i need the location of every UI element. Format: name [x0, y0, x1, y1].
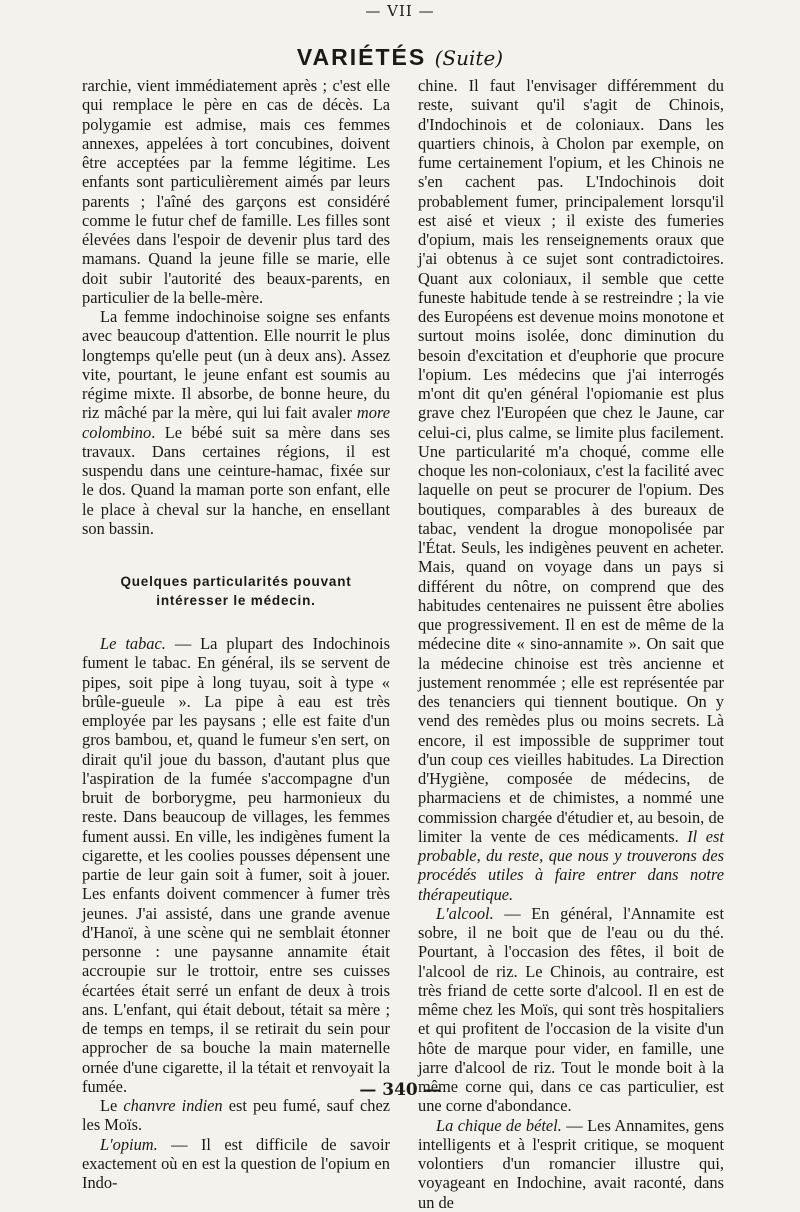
alcool-text: — En général, l'Annamite est sobre, il ne boit que de l'eau ou du thé. Pourtant, à l'occasion des fêtes, il boit de l'alcool de riz. Le Chinois, au contraire, est très friand de cette sorte d'alcool. Il en est de même chez les Moïs, qui sont très hospitaliers et qui profitent de l'occasion de la visite d'un hôte de marque pour vider, en famille, une jarre d'alcool de riz. Tout le monde boit à la même corne qui, dans ce cas particulier, est une corne d'abondance.: [418, 903, 724, 1116]
heading-line-1: Quelques particularités pouvant: [120, 574, 352, 589]
opium-text: — Il est difficile de savoir exactement où en est la question de l'opium en Indo-: [82, 1134, 390, 1192]
right-column: [418, 76, 724, 1212]
paragraph-tabac: [82, 634, 390, 1096]
opium-continued-italic: Il est probable, du reste, que nous y trouverons des procédés utiles à faire entrer dans notre thérapeutique.: [418, 826, 724, 904]
paragraph-opium-continued: [418, 76, 724, 904]
section-title-main: VARIÉTÉS: [296, 44, 427, 70]
chanvre-text-a: Le: [100, 1096, 124, 1115]
opium-continued-text: chine. Il faut l'envisager différemment du reste, suivant qu'il s'agit de Chinois, d'Indochinois et de coloniaux. Dans les quartiers chinois, à Cholon par exemple, on fume certainement l'opium, et les Chinois ne s'en cachent pas. L'Indochinois doit probablement fumer, principalement lorsqu'il est aisé et vieux ; il existe des fumeries d'opium, mais les renseignements oraux que j'ai obtenus à ce sujet sont contradictoires. Quant aux coloniaux, il semble que cette funeste habitude tende à se restreindre ; la vie des Européens est devenue moins monotone et surtout moins isolée, donc diminution du besoin d'excitation et d'euphorie que procure l'opium. Les médecins que j'ai interrogés m'ont dit qu'en général l'opiomanie est plus grave chez l'Européen que chez le Jaune, car celui-ci, plus calme, se limite plus facilement. Une particularité m'a choqué, comme elle choque les non-coloniaux, c'est la facilité avec laquelle on peut se procurer de l'opium. Des boutiques, comparables à des bureaux de tabac, vendent la drogue monopolisée par l'État. Seuls, les indigènes peuvent en acheter. Mais, quand on voyage dans un pays si différent du nôtre, on comprend que des habitudes centenaires ne puissent être abolies que progressivement. Il en est de même de la médecine dite « sino-annamite ». On sait que la médecine chinoise est très ancienne et justement renommée ; elle est représentée par des tenanciers qui tiennent boutique. On y vend des remèdes plus ou moins secrets. Là encore, il est impossible de supprimer tout d'un coup ces vieilles habitudes. La Direction d'Hygiène, composée de médecins, de pharmaciens et de chimistes, a nommé une commission chargée d'étudier et, au besoin, de limiter la vente de ces médicaments.: [418, 76, 724, 846]
paragraph-chanvre: [82, 1096, 390, 1135]
chanvre-italic: chanvre indien: [123, 1096, 223, 1115]
page-number: — 340 —: [359, 1080, 441, 1100]
childcare-text-b: . Le bébé suit sa mère dans ses travaux. Dans certaines régions, il est suspendu dans une ceinture-hamac, fixée sur le dos. Quand la maman porte son enfant, elle le place à cheval sur la hanche, en ensellant son bassin.: [82, 422, 390, 538]
tabac-text: — La plupart des Indochinois fument le tabac. En général, ils se servent de pipes, soit pipe à long tuyau, soit à type « brûle-gueule ». La pipe à eau est très employée par les paysans ; elle est faite d'un gros bambou, et, quand le fumeur s'en sert, on dirait qu'il joue du basson, d'autant plus que l'aspiration de la fumée s'accompagne d'un bruit de borborygme, peu harmonieux du reste. Dans beaucoup de villages, les femmes fument aussi. En ville, les indigènes fument la cigarette, et les coolies pousses dépensent une partie de leur gain soit à fumer, soit à jouer. Les enfants doivent commencer à fumer très jeunes. J'ai assisté, dans une grande avenue d'Hanoï, à une scène qui ne semblait étonner personne : une paysanne annamite était accroupie sur le trottoir, entre ses cuisses écartées était serré un enfant de deux à trois ans. L'enfant, qui était debout, tétait sa mère ; de temps en temps, il se retirait du sein pour approcher de sa bouche la main maternelle ornée d'une cigarette, il la tétait et renvoyait la fumée.: [82, 634, 390, 1096]
paragraph-childcare: [82, 307, 390, 538]
childcare-italic: more colombino: [82, 403, 390, 442]
chanvre-text-b: est peu fumé, sauf chez les Moïs.: [82, 1096, 390, 1135]
chique-text: — Les Annamites, gens intelligents et à l'esprit critique, se moquent volontiers d'un romancier illustre qui, voyageant en Indochine, avait raconté, dans un de: [418, 1115, 724, 1212]
subsection-heading: [82, 572, 390, 610]
section-title: [0, 44, 800, 71]
paragraph-chique: [418, 1116, 724, 1212]
heading-line-2: intéresser le médecin.: [156, 593, 316, 608]
paragraph-opium-start: [82, 1135, 390, 1193]
chique-label: La chique de bétel.: [436, 1115, 562, 1135]
tabac-label: Le tabac.: [100, 634, 166, 653]
childcare-text-a: La femme indochinoise soigne ses enfants avec beaucoup d'attention. Elle nourrit le plus longtemps qu'elle peut (un à deux ans). Assez vite, pourtant, le jeune enfant est soumis au régime mixte. Il absorbe, de bonne heure, du riz mâché par la mère, qui lui fait avaler: [82, 307, 390, 423]
paragraph-family: rarchie, vient immédiatement après ; c'est elle qui remplace le père en cas de décès. La polygamie est admise, mais ces femmes annexes, appelées à tort concubines, doivent être acceptées par la femme légitime. Les enfants sont particulièrement aimés par leurs parents ; l'aîné des garçons est considéré comme le futur chef de famille. Les filles sont élevées dans l'espoir de devenir plus tard des mamans. Quand la jeune fille se marie, elle doit subir l'autorité des beaux-parents, en particulier de la belle-mère.: [82, 76, 390, 307]
section-title-suite: (Suite): [434, 46, 504, 70]
left-column: [82, 76, 390, 1192]
alcool-label: L'alcool.: [436, 903, 494, 923]
opium-label: L'opium.: [100, 1134, 158, 1154]
page-header-roman-number: — VII —: [365, 2, 435, 20]
